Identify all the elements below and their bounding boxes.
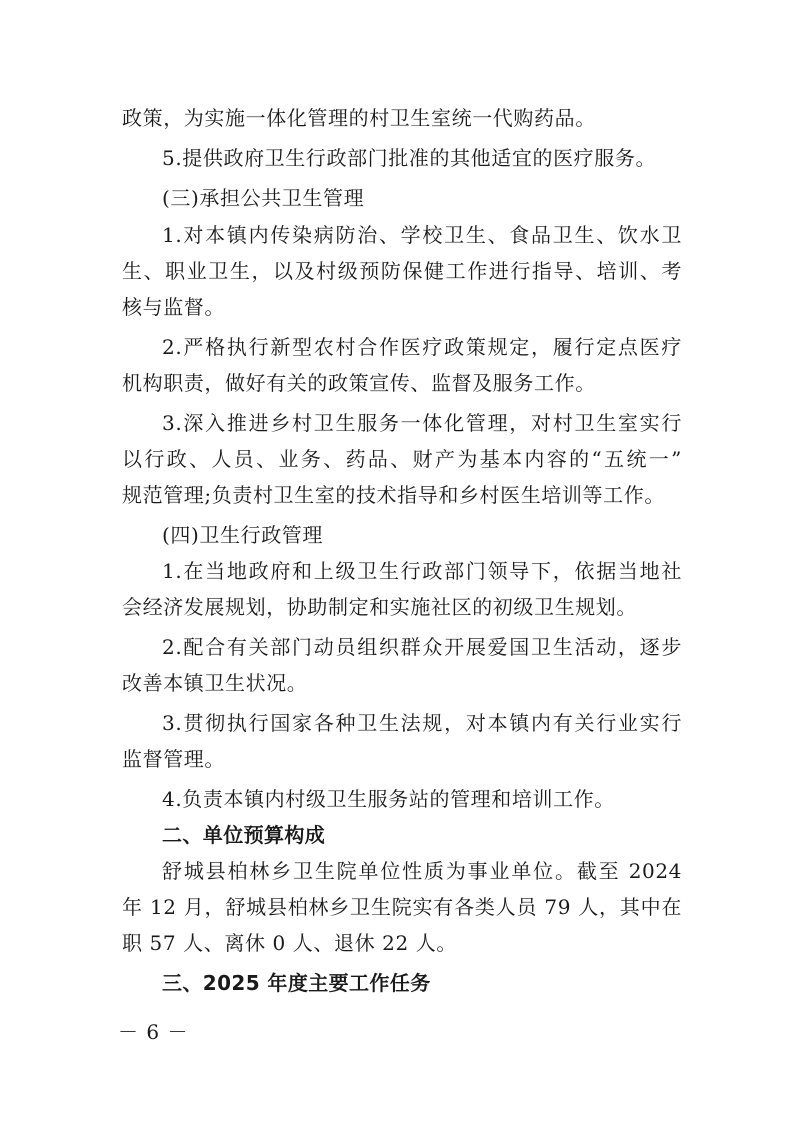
admin-item-3-text: 3.贯彻执行国家各种卫生法规，对本镇内有关行业实行: [162, 711, 682, 735]
admin-item-2-text: 2.配合有关部门动员组织群众开展爱国卫生活动，逐步: [162, 635, 682, 659]
chapter-heading-3: 三、2025 年度主要工作任务: [162, 971, 431, 995]
admin-item-1-text-line2: 会经济发展规划，协助制定和实施社区的初级卫生规划。: [122, 595, 637, 619]
admin-item-2-text-line2: 改善本镇卫生状况。: [122, 671, 308, 695]
chapter-heading-2: 二、单位预算构成: [162, 823, 326, 847]
page-number: － 6 －: [118, 1020, 189, 1044]
admin-item-4-text: 4.负责本镇内村级卫生服务站的管理和培训工作。: [162, 787, 615, 811]
budget-paragraph-line3: 职 57 人、离休 0 人、退休 22 人。: [122, 931, 457, 955]
item-3-text-line3: 规范管理;负责村卫生室的技术指导和乡村医生培训等工作。: [122, 483, 665, 507]
admin-item-1-text: 1.在当地政府和上级卫生行政部门领导下，依据当地社: [162, 559, 682, 583]
item-1-text-line3: 核与监督。: [122, 295, 225, 319]
budget-paragraph-line2: 年 12 月，舒城县柏林乡卫生院实有各类人员 79 人，其中在: [122, 895, 682, 919]
item-5-text: 5.提供政府卫生行政部门批准的其他适宜的医疗服务。: [162, 146, 657, 170]
admin-item-3-text-line2: 监督管理。: [122, 747, 225, 771]
item-2-text-line2: 机构职责，做好有关的政策宣传、监督及服务工作。: [122, 371, 596, 395]
item-2-text: 2.严格执行新型农村合作医疗政策规定，履行定点医疗: [162, 335, 682, 359]
item-3-text-line2: 以行政、人员、业务、药品、财产为基本内容的“五统一”: [122, 447, 682, 471]
item-3-text: 3.深入推进乡村卫生服务一体化管理，对村卫生室实行: [162, 411, 682, 435]
section-heading-3: (三)承担公共卫生管理: [162, 186, 365, 210]
budget-paragraph: 舒城县柏林乡卫生院单位性质为事业单位。截至 2024: [162, 859, 682, 883]
item-1-text: 1.对本镇内传染病防治、学校卫生、食品卫生、饮水卫: [162, 223, 682, 247]
paragraph-continuation: 政策，为实施一体化管理的村卫生室统一代购药品。: [122, 106, 596, 130]
section-heading-4: (四)卫生行政管理: [162, 523, 324, 547]
item-1-text-line2: 生、职业卫生，以及村级预防保健工作进行指导、培训、考: [122, 259, 682, 283]
